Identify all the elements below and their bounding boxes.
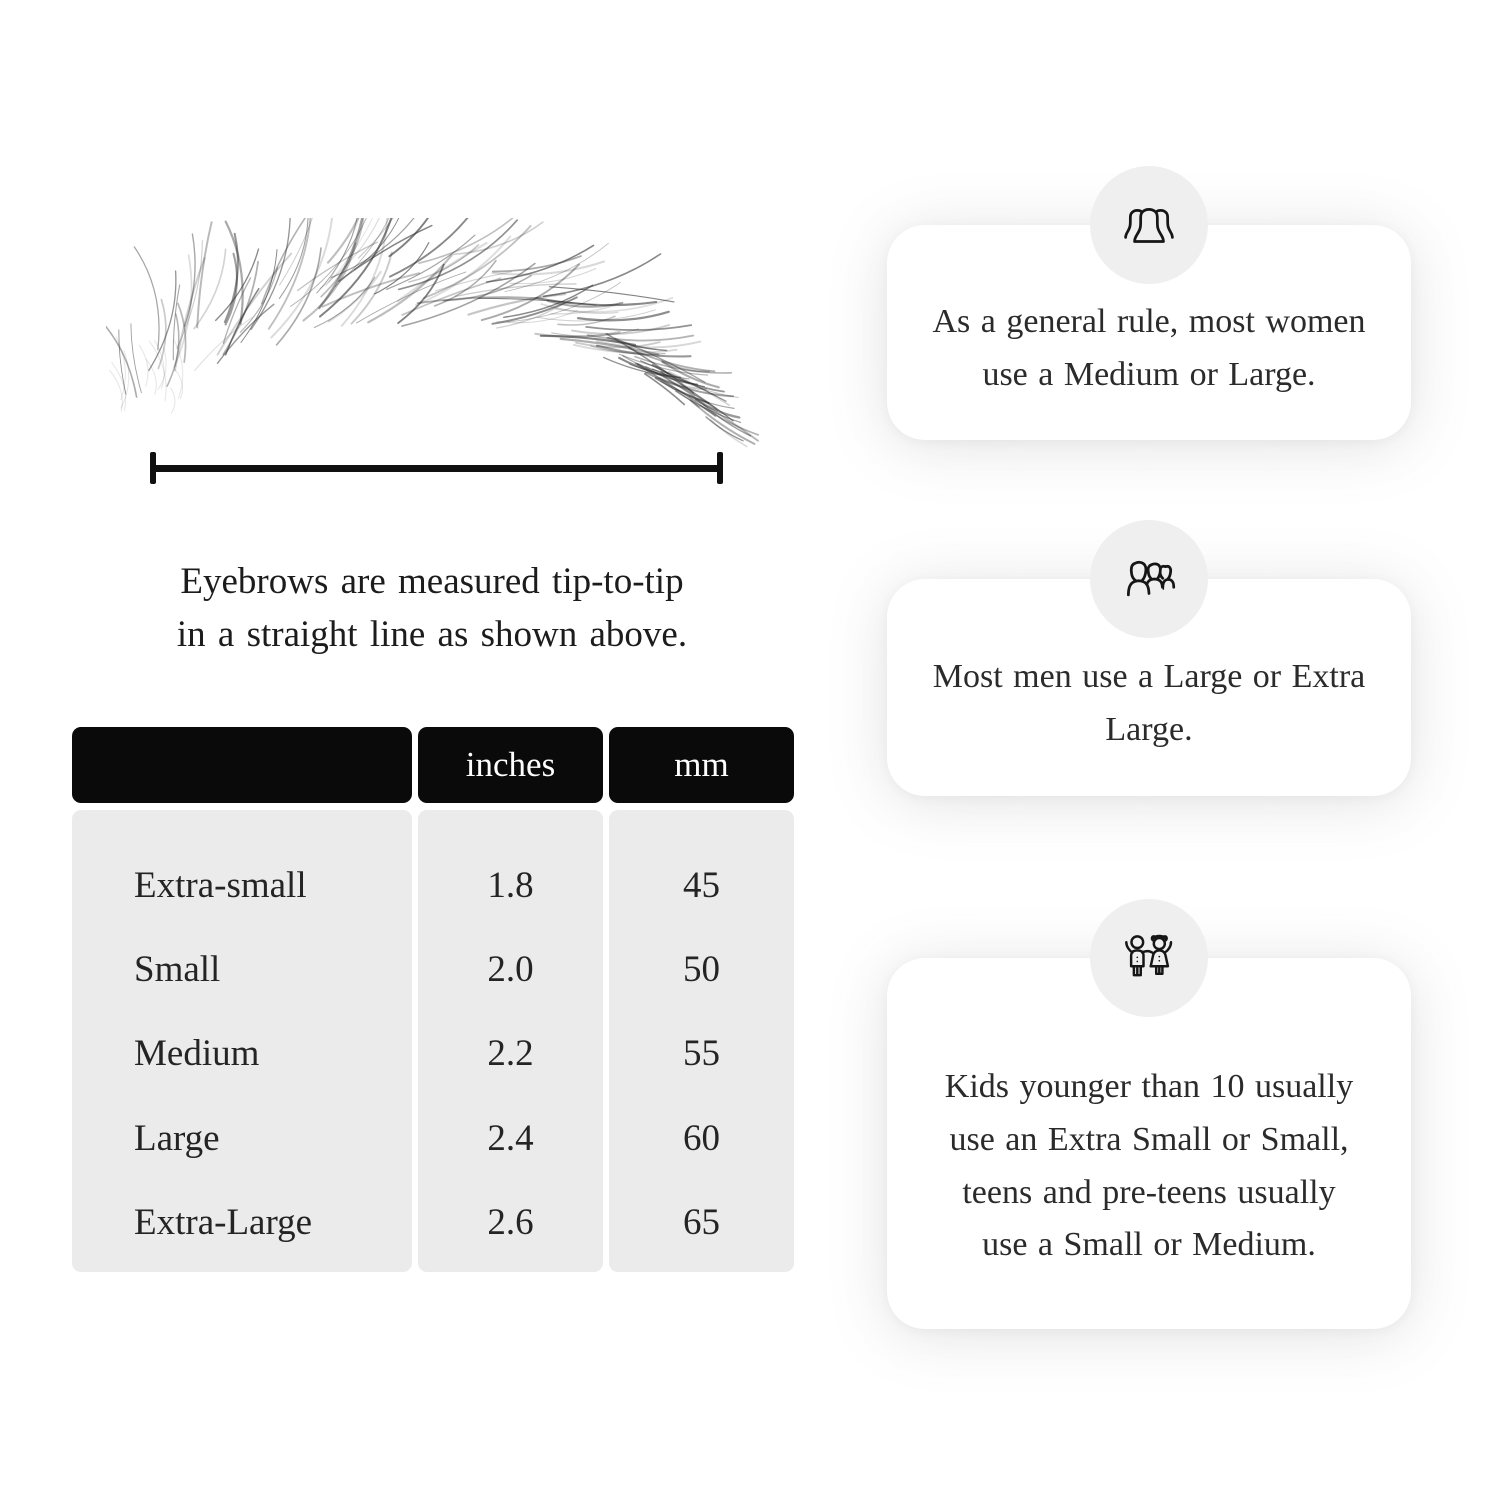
measure-endcap-right bbox=[717, 452, 723, 484]
measurement-caption bbox=[112, 556, 752, 661]
eyebrow-illustration bbox=[106, 218, 766, 450]
size-table-header bbox=[72, 727, 794, 803]
card-men-badge bbox=[1090, 520, 1208, 638]
kids-icon bbox=[1116, 925, 1182, 991]
row-label: Medium bbox=[134, 1033, 260, 1075]
measure-bar bbox=[150, 465, 723, 472]
caption-line-2: in a straight line as shown above. bbox=[176, 613, 688, 655]
women-group-icon bbox=[1116, 192, 1182, 258]
row-label: Extra-small bbox=[134, 864, 307, 906]
row-inches: 2.6 bbox=[487, 1202, 534, 1244]
row-inches: 2.0 bbox=[487, 949, 534, 991]
row-label: Large bbox=[134, 1117, 220, 1159]
header-cell-mm: mm bbox=[609, 727, 794, 803]
row-mm: 60 bbox=[683, 1117, 720, 1159]
size-table-rows bbox=[72, 810, 794, 1272]
size-table-body bbox=[72, 810, 794, 1272]
eyebrow-sketch bbox=[106, 218, 766, 450]
row-label: Extra-Large bbox=[134, 1202, 313, 1244]
row-inches: 2.4 bbox=[487, 1117, 534, 1159]
row-mm: 55 bbox=[683, 1033, 720, 1075]
header-cell-blank bbox=[72, 727, 412, 803]
card-women bbox=[887, 225, 1411, 440]
row-mm: 50 bbox=[683, 949, 720, 991]
row-mm: 45 bbox=[683, 864, 720, 906]
card-kids-badge bbox=[1090, 899, 1208, 1017]
men-group-icon bbox=[1116, 546, 1182, 612]
size-table bbox=[72, 727, 794, 1272]
row-inches: 2.2 bbox=[487, 1033, 534, 1075]
row-mm: 65 bbox=[683, 1202, 720, 1244]
card-men bbox=[887, 579, 1411, 796]
row-label: Small bbox=[134, 949, 221, 991]
card-women-text: As a general rule, most women use a Medium or Large. bbox=[932, 302, 1366, 393]
card-women-badge bbox=[1090, 166, 1208, 284]
card-men-text: Most men use a Large or Extra Large. bbox=[932, 657, 1366, 748]
caption-line-1: Eyebrows are measured tip-to-tip bbox=[180, 561, 684, 602]
card-kids bbox=[887, 958, 1411, 1329]
measurement-line bbox=[150, 452, 723, 484]
card-kids-text: Kids younger than 10 usually use an Extra Small or Small, teens and pre-teens usually use a Small or Medium. bbox=[944, 1068, 1354, 1264]
header-cell-inches: inches bbox=[418, 727, 603, 803]
row-inches: 1.8 bbox=[487, 864, 534, 906]
